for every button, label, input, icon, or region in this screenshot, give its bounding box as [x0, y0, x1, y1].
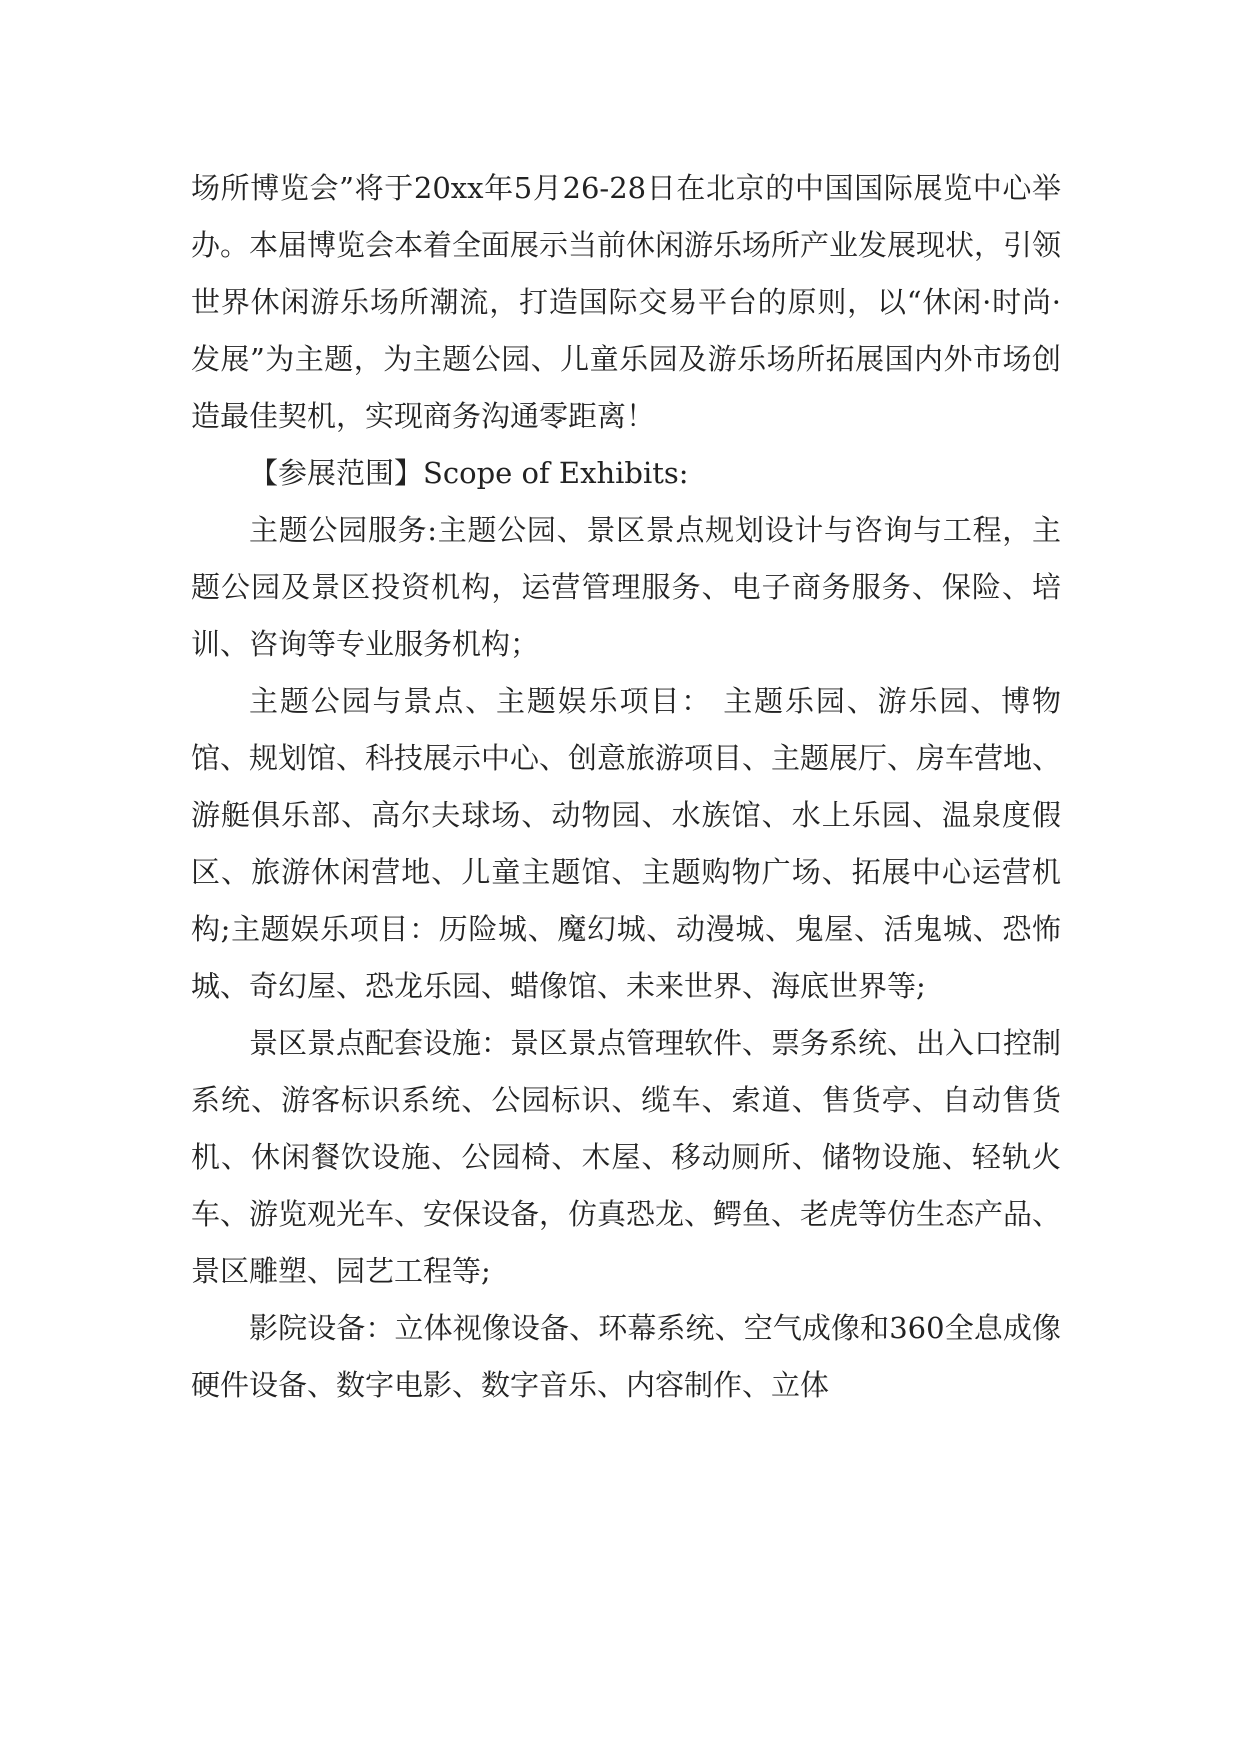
paragraph-theme-park-services: 主题公园服务:主题公园、景区景点规划设计与咨询与工程，主题公园及景区投资机构，运营管理服务、电子商务服务、保险、培训、咨询等专业服务机构；	[191, 513, 1061, 661]
paragraph-theme-parks-attractions: 主题公园与景点、主题娱乐项目： 主题乐园、游乐园、博物馆、规划馆、科技展示中心、创意旅游项目、主题展厅、房车营地、游艇俱乐部、高尔夫球场、动物园、水族馆、水上乐园、温泉度假区、旅游休闲营地、儿童主题馆、主题购物广场、拓展中心运营机构;主题娱乐项目：历险城、魔幻城、动漫城、鬼屋、活鬼城、恐怖城、奇幻屋、恐龙乐园、蜡像馆、未来世界、海底世界等;	[191, 684, 1062, 1003]
paragraph-cinema-equipment: 影院设备：立体视像设备、环幕系统、空气成像和360全息成像硬件设备、数字电影、数字音乐、内容制作、立体	[191, 1311, 1061, 1402]
paragraph-scenic-facilities: 景区景点配套设施：景区景点管理软件、票务系统、出入口控制系统、游客标识系统、公园标识、缆车、索道、售货亭、自动售货机、休闲餐饮设施、公园椅、木屋、移动厕所、储物设施、轻轨火车、游览观光车、安保设备，仿真恐龙、鳄鱼、老虎等仿生态产品、景区雕塑、园艺工程等;	[191, 1026, 1062, 1288]
paragraph-intro: 场所博览会”将于20xx年5月26-28日在北京的中国国际展览中心举办。本届博览会本着全面展示当前休闲游乐场所产业发展现状，引领世界休闲游乐场所潮流，打造国际交易平台的原则，以“休闲·时尚·发展”为主题，为主题公园、儿童乐园及游乐场所拓展国内外市场创造最佳契机，实现商务沟通零距离！	[191, 171, 1062, 433]
document-body	[191, 160, 1061, 1414]
paragraph-scope-heading: 【参展范围】Scope of Exhibits:	[249, 456, 689, 490]
